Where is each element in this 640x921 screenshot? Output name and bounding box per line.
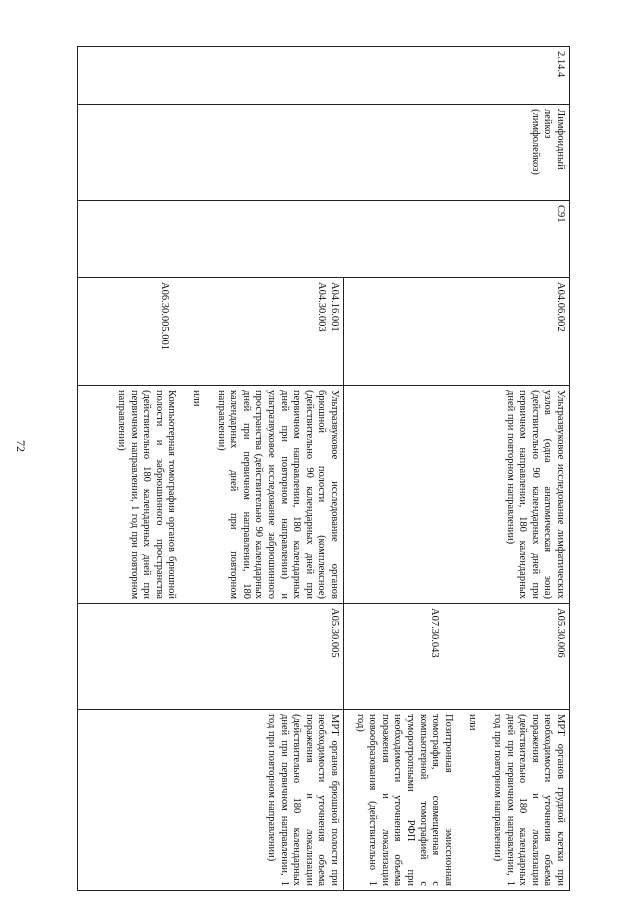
- or-label: или: [467, 714, 479, 731]
- service-code-cell: [344, 278, 570, 386]
- alt-service-code: A05.30.006: [555, 608, 566, 658]
- alt-service-description: МРТ органов брюшной полости при необходимости уточнения объема поражения и локализации (действительно 180 календарных дней при первичном направлении, 1 год при повторном направлении): [266, 714, 340, 886]
- service-code: A04.06.002: [555, 282, 566, 332]
- medical-standards-table: [77, 46, 570, 891]
- service-description: Компьютерная томография органов брюшной полости и забрюшинного пространства (действительно 180 календарных дней при первичном направлении, 1 год при повторном направлении): [116, 390, 178, 599]
- service-description: Ультразвуковое исследование лимфатических узлов (одна анатомическая зона) (действительно 90 календарных дней при первичном направлении, 180 календарных дней при повторном направлении): [504, 390, 566, 599]
- alt-description-cell: [78, 710, 344, 891]
- alt-service-code: A07.30.043: [429, 608, 440, 658]
- table-row: [344, 47, 570, 891]
- alt-code-cell: [78, 604, 344, 710]
- alt-service-code: A05.30.005: [329, 608, 340, 658]
- service-code: A06.30.005.001: [159, 282, 170, 350]
- alt-service-description: Позитронная эмиссионная томография, совмещенная с компьютерной томографией с туморотропными РФП при необходимости уточнения объема поражения и локализации новообразования (действительно 1 год): [354, 714, 454, 886]
- or-label: или: [191, 390, 203, 407]
- alt-code-cell: [344, 604, 570, 710]
- service-code: A04.16.001: [329, 282, 340, 332]
- service-code-cell: [78, 278, 344, 386]
- icd-cell: [78, 201, 570, 278]
- row-number: 2.14.4: [555, 51, 566, 78]
- disease-name: Лимфоидный лейкоз (лимфолейкоз): [529, 109, 566, 175]
- page-number: 72: [14, 440, 28, 452]
- service-description-cell: [344, 386, 570, 604]
- service-description-cell: [78, 386, 344, 604]
- row-number-cell: [78, 47, 570, 105]
- service-code: A04.30.003: [316, 282, 328, 332]
- alt-description-cell: [344, 710, 570, 891]
- rotated-table-container: [78, 46, 570, 890]
- alt-service-description: МРТ органов грудной клетки при необходимости уточнения объема поражения и локализации (действительно 180 календарных дней при первичном направлении, 1 год при повторном направлении): [492, 714, 566, 886]
- service-description: Ультразвуковое исследование органов брюшной полости (комплексное) (действительно 90 календарных дней при первичном направлении, 180 календарных дней при повторном направлении) и ультразвуковое исследование забрюшинного пространства (действительно 90 календарных дней при первичном направлении, 180 календарных дней при повторном направлении): [215, 390, 340, 599]
- icd-code: C91: [555, 205, 566, 223]
- disease-cell: [78, 105, 570, 201]
